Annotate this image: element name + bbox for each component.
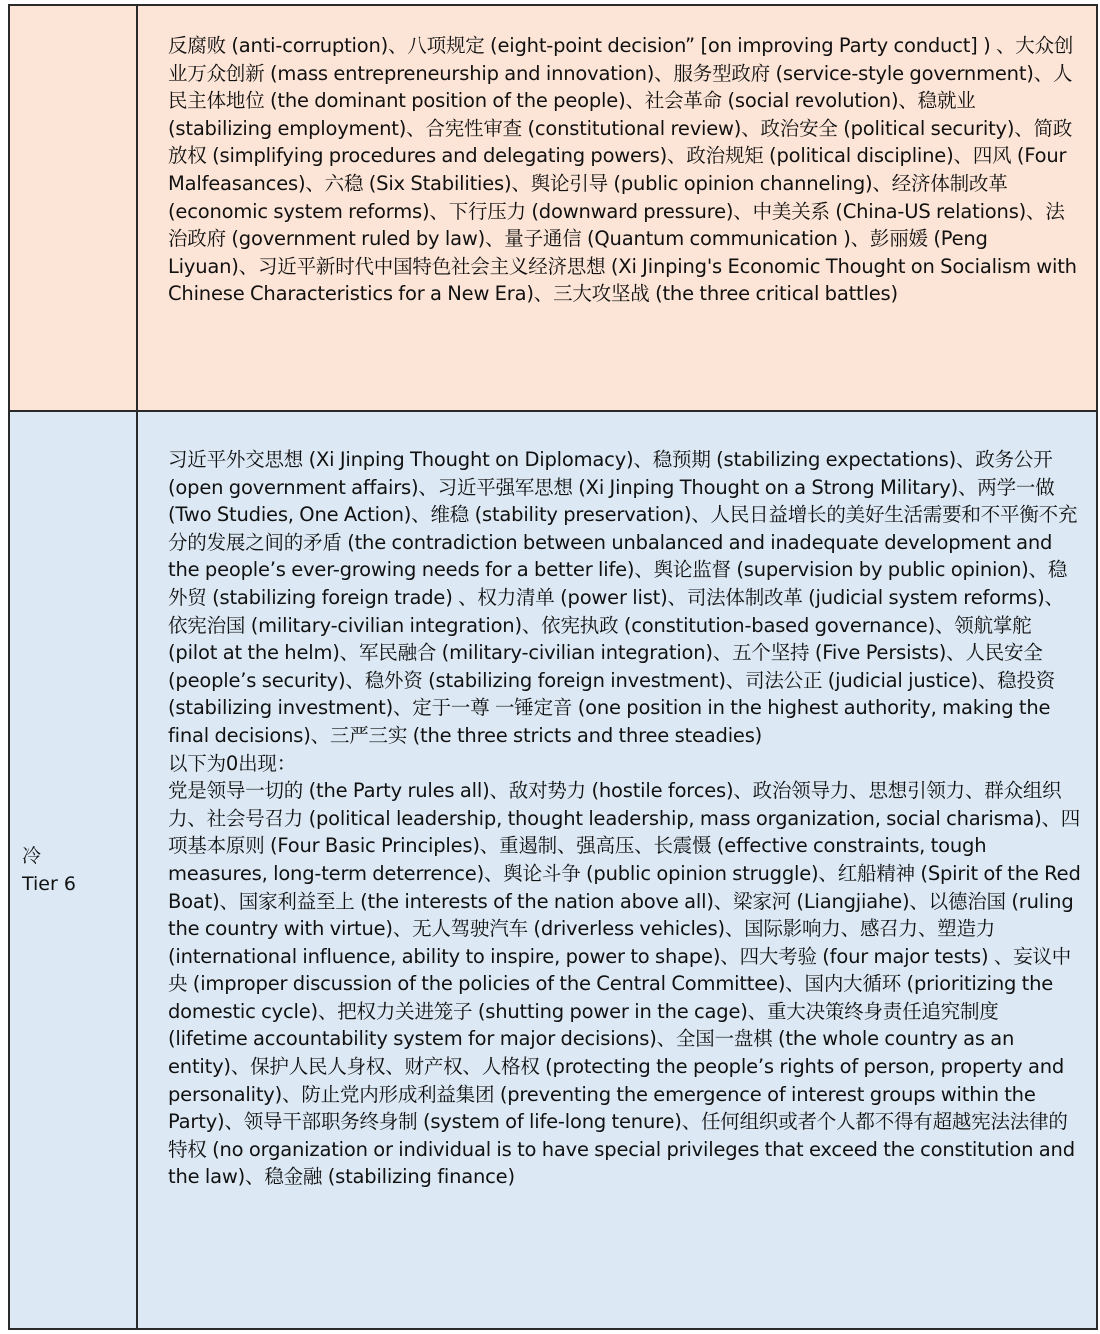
- zero-occurrence-heading: 以下为0出现：: [168, 751, 297, 775]
- terms-paragraph: 反腐败 (anti-corruption)、八项规定 (eight-point decision” [on improving Party conduct] ) 、大众创业万众创新 (mass entrepreneurship and innovation)、服务型政府 (service-style government)、人民主体地位 (the dominant position of the people)、社会革命 (social revolution)、稳就业 (stabilizing employment)、合宪性审查 (constitutional review)、政治安全 (political security)、简政放权 (simplifying procedures and delegating powers)、政治规矩 (political discipline)、四风 (Four Malfeasances)、六稳 (Six Stabilities)、舆论引导 (public opinion channeling)、经济体制改革 (economic system reforms)、下行压力 (downward pressure)、中美关系 (China-US relations)、法治政府 (government ruled by law)、量子通信 (Quantum communication )、彭丽媛 (Peng Liyuan)、习近平新时代中国特色社会主义经济思想 (Xi Jinping's Economic Thought on Socialism with Chinese Characteristics for a New Era)、三大攻坚战 (the three critical battles): [168, 34, 1077, 306]
- table-row-warm-tier: [9, 5, 1097, 411]
- tier-label-english: Tier 6: [22, 873, 76, 895]
- table-row-tier-6: [9, 411, 1097, 1329]
- tier-label-cell: [9, 411, 137, 1329]
- tier-label: [10, 842, 136, 898]
- political-terms-table: [8, 4, 1098, 1330]
- tier-label-chinese: 冷: [22, 845, 42, 867]
- tier-label-cell: [9, 5, 137, 411]
- terms-list: [138, 412, 1096, 1191]
- terms-paragraph-zero-occurrence: 党是领导一切的 (the Party rules all)、敌对势力 (hostile forces)、政治领导力、思想引领力、群众组织力、社会号召力 (political leadership, thought leadership, mass organization, social charisma)、四项基本原则 (Four Basic Principles)、重遏制、强高压、长震慑 (effective constraints, tough measures, long-term deterrence)、舆论斗争 (public opinion struggle)、红船精神 (Spirit of the Red Boat)、国家利益至上 (the interests of the nation above all)、梁家河 (Liangjiahe)、以德治国 (ruling the country with virtue)、无人驾驶汽车 (driverless vehicles)、国际影响力、感召力、塑造力 (international influence, ability to inspire, power to shape)、四大考验 (four major tests) 、妄议中央 (improper discussion of the policies of the Central Committee)、国内大循环 (prioritizing the domestic cycle)、把权力关进笼子 (shutting power in the cage)、重大决策终身责任追究制度 (lifetime accountability system for major decisions)、全国一盘棋 (the whole country as an entity)、保护人民人身权、财产权、人格权 (protecting the people’s rights of person, property and personality)、防止党内形成利益集团 (preventing the emergence of interest groups within the Party)、领导干部职务终身制 (system of life-long tenure)、任何组织或者个人都不得有超越宪法法律的特权 (no organization or individual is to have special privileges that exceed the constitution and the law)、稳金融 (stabilizing finance): [168, 779, 1081, 1189]
- terms-list: [138, 6, 1096, 308]
- terms-cell: [137, 5, 1097, 411]
- terms-paragraph: 习近平外交思想 (Xi Jinping Thought on Diplomacy)、稳预期 (stabilizing expectations)、政务公开 (open government affairs)、习近平强军思想 (Xi Jinping Thought on a Strong Military)、两学一做 (Two Studies, One Action)、维稳 (stability preservation)、人民日益增长的美好生活需要和不平衡不充分的发展之间的矛盾 (the contradiction between unbalanced and inadequate development and the people’s ever-growing needs for a better life)、舆论监督 (supervision by public opinion)、稳外贸 (stabilizing foreign trade) 、权力清单 (power list)、司法体制改革 (judicial system reforms)、依宪治国 (military-civilian integration)、依宪执政 (constitution-based governance)、领航掌舵 (pilot at the helm)、军民融合 (military-civilian integration)、五个坚持 (Five Persists)、人民安全 (people’s security)、稳外资 (stabilizing foreign investment)、司法公正 (judicial justice)、稳投资 (stabilizing investment)、定于一尊 一锤定音 (one position in the highest authority, making the final decisions)、三严三实 (the three stricts and three steadies): [168, 448, 1078, 747]
- terms-cell: [137, 411, 1097, 1329]
